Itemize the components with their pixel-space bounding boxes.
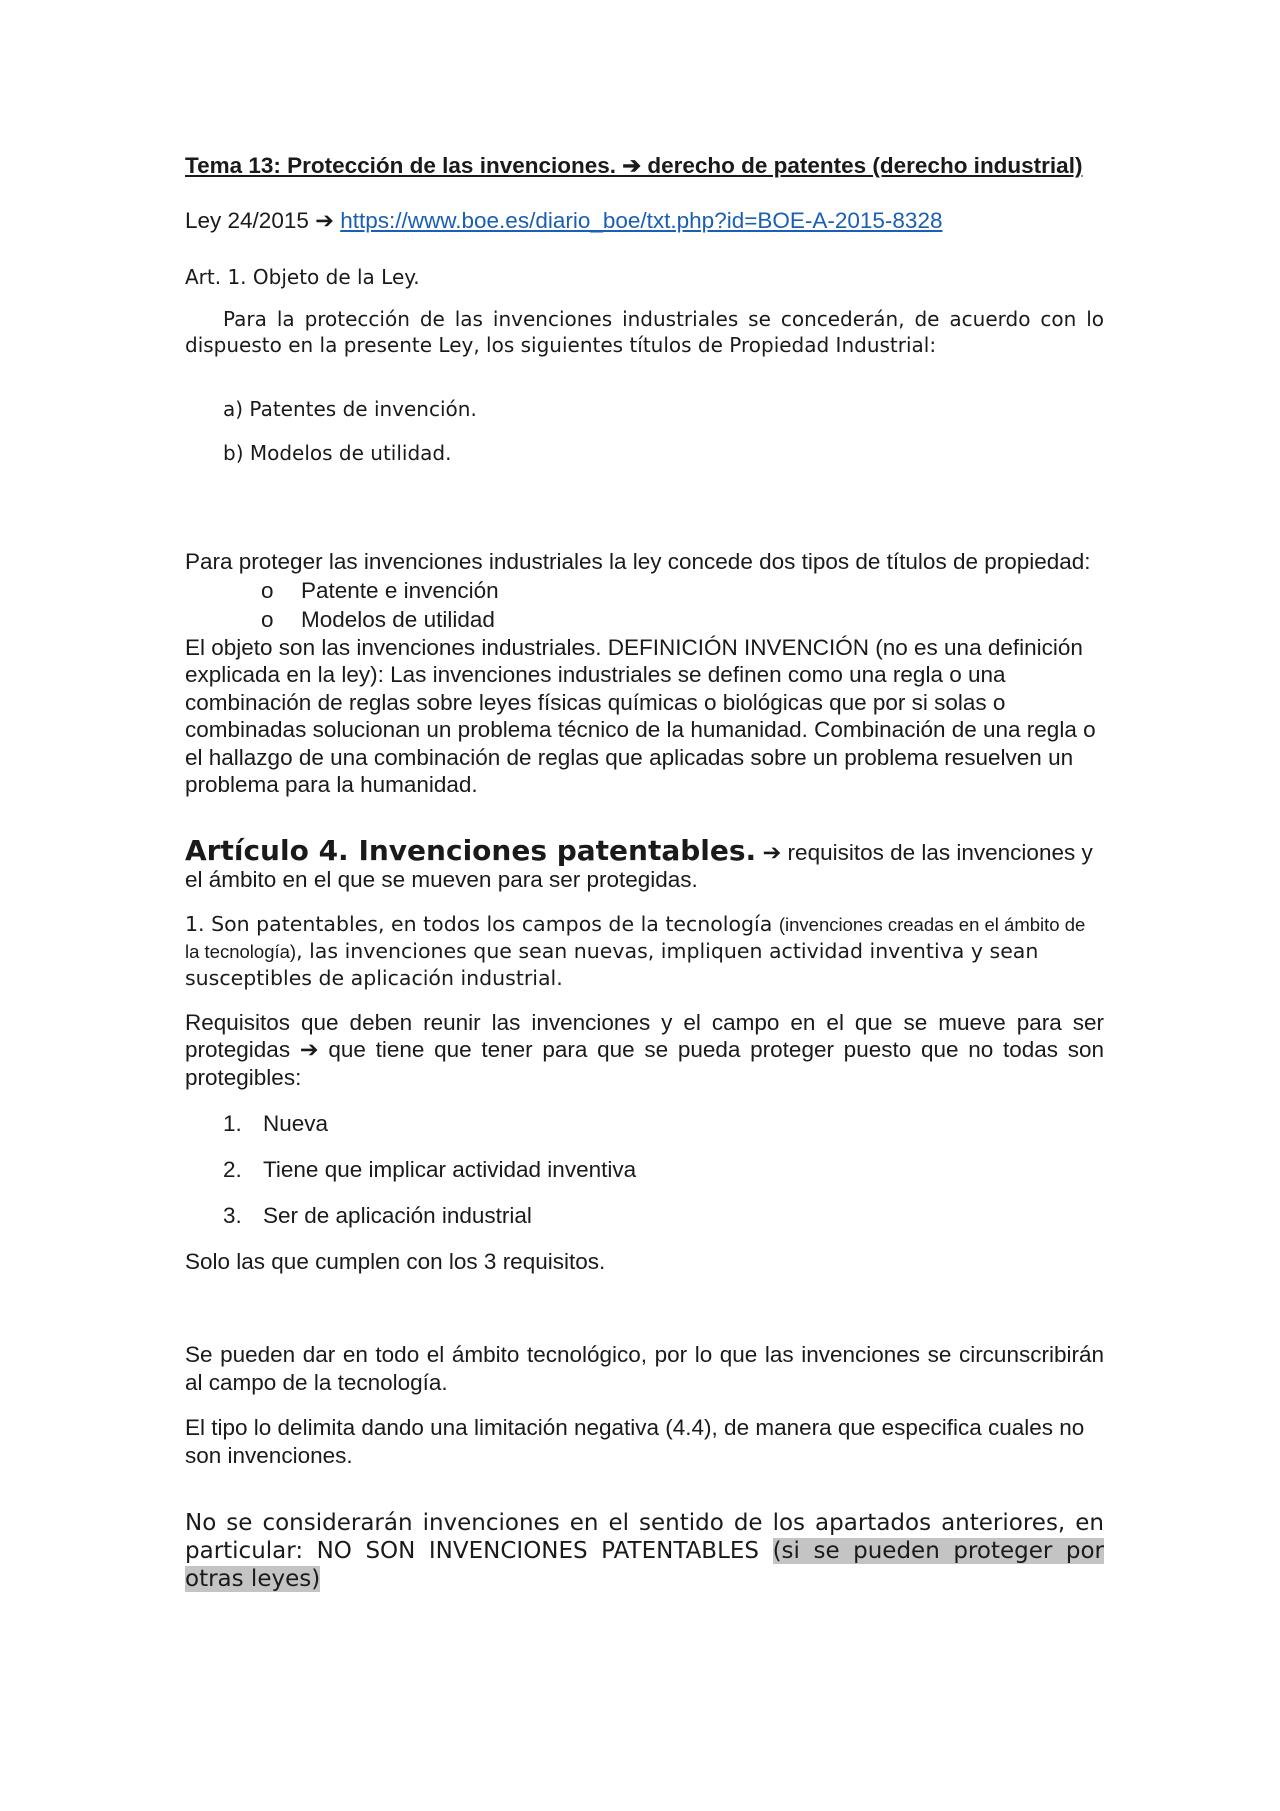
proteger-intro: Para proteger las invenciones industriales la ley concede dos tipos de títulos de propiedad:: [185, 549, 1091, 574]
list-item-text: Nueva: [263, 1111, 329, 1136]
list-item: [223, 1156, 1104, 1183]
list-number: 1.: [223, 1111, 242, 1136]
list-item: [223, 1110, 1104, 1137]
p1-note: (invenciones creadas en el ámbito de la tecnología): [185, 913, 1086, 962]
art1-heading: Art. 1. Objeto de la Ley.: [185, 265, 420, 289]
list-item: [261, 576, 1104, 605]
ambito-paragraph: Se pueden dar en todo el ámbito tecnológico, por lo que las invenciones se circunscribirán al campo de la tecnología.: [185, 1342, 1104, 1395]
list-number: 2.: [223, 1157, 242, 1182]
no-invenciones-paragraph: [185, 1509, 1104, 1593]
ley-label: Ley 24/2015 ➔: [185, 208, 341, 233]
art1-item-b: b) Modelos de utilidad.: [223, 441, 452, 465]
p1-part-b: , las invenciones que sean nuevas, impliquen actividad inventiva y sean susceptibles de aplicación industrial.: [185, 938, 1039, 990]
page-title: Tema 13: Protección de las invenciones. ➔ derecho de patentes (derecho industrial): [185, 153, 1083, 178]
list-item-text: Patente e invención: [301, 577, 499, 603]
art4-tail: ➔ requisitos de las invenciones y el ámbito en el que se mueven para ser protegidas.: [185, 839, 1093, 892]
p1-part-a: 1. Son patentables, en todos los campos de la tecnología: [185, 911, 779, 936]
requisitos-list: [185, 1110, 1104, 1229]
list-item-text: Tiene que implicar actividad inventiva: [263, 1157, 637, 1182]
no-invenciones-text: No se considerarán invenciones en el sentido de los apartados anteriores, en particular: NO SON INVENCIONES PATENTABLES: [185, 1510, 1104, 1564]
list-item-text: Ser de aplicación industrial: [263, 1203, 532, 1228]
requisitos-paragraph: Requisitos que deben reunir las invenciones y el campo en el que se mueve para ser protegidas ➔ que tiene que tener para que se pueda proteger puesto que no todas son protegibles:: [185, 1009, 1104, 1090]
list-item: [223, 1202, 1104, 1229]
solo-paragraph: Solo las que cumplen con los 3 requisitos.: [185, 1249, 606, 1274]
definicion-invencion: El objeto son las invenciones industriales. DEFINICIÓN INVENCIÓN (no es una definición explicada en la ley): Las invenciones industriales se definen como una regla o una combinación de reglas sobre leyes físicas químicas o biológicas que por si solas o combinadas solucionan un problema técnico de la humanidad. Combinación de una regla o el hallazgo de una combinación de reglas que aplicadas sobre un problema resuelven un problema para la humanidad.: [185, 634, 1096, 797]
list-item-text: Modelos de utilidad: [301, 606, 495, 632]
highlighted-note: (si se pueden proteger por otras leyes): [185, 1538, 1104, 1592]
tipo-paragraph: El tipo lo delimita dando una limitación negativa (4.4), de manera que especifica cuales no son invenciones.: [185, 1415, 1085, 1468]
list-number: 3.: [223, 1203, 242, 1228]
art1-item-a: a) Patentes de invención.: [223, 397, 477, 421]
bullet-marker: o: [261, 606, 274, 632]
art4-heading-line: [185, 833, 1104, 893]
document-page: [185, 152, 1104, 1593]
bullet-marker: o: [261, 577, 274, 603]
art1-body: Para la protección de las invenciones industriales se concederán, de acuerdo con lo dispuesto en la presente Ley, los siguientes títulos de Propiedad Industrial:: [185, 307, 1104, 357]
boe-link[interactable]: https://www.boe.es/diario_boe/txt.php?id=BOE-A-2015-8328: [340, 208, 943, 233]
ley-reference: [185, 207, 1104, 234]
list-item: [261, 605, 1104, 634]
titles-list: [185, 576, 1104, 634]
art4-paragraph-1: [185, 911, 1104, 991]
art4-heading: Artículo 4. Invenciones patentables.: [185, 833, 757, 867]
